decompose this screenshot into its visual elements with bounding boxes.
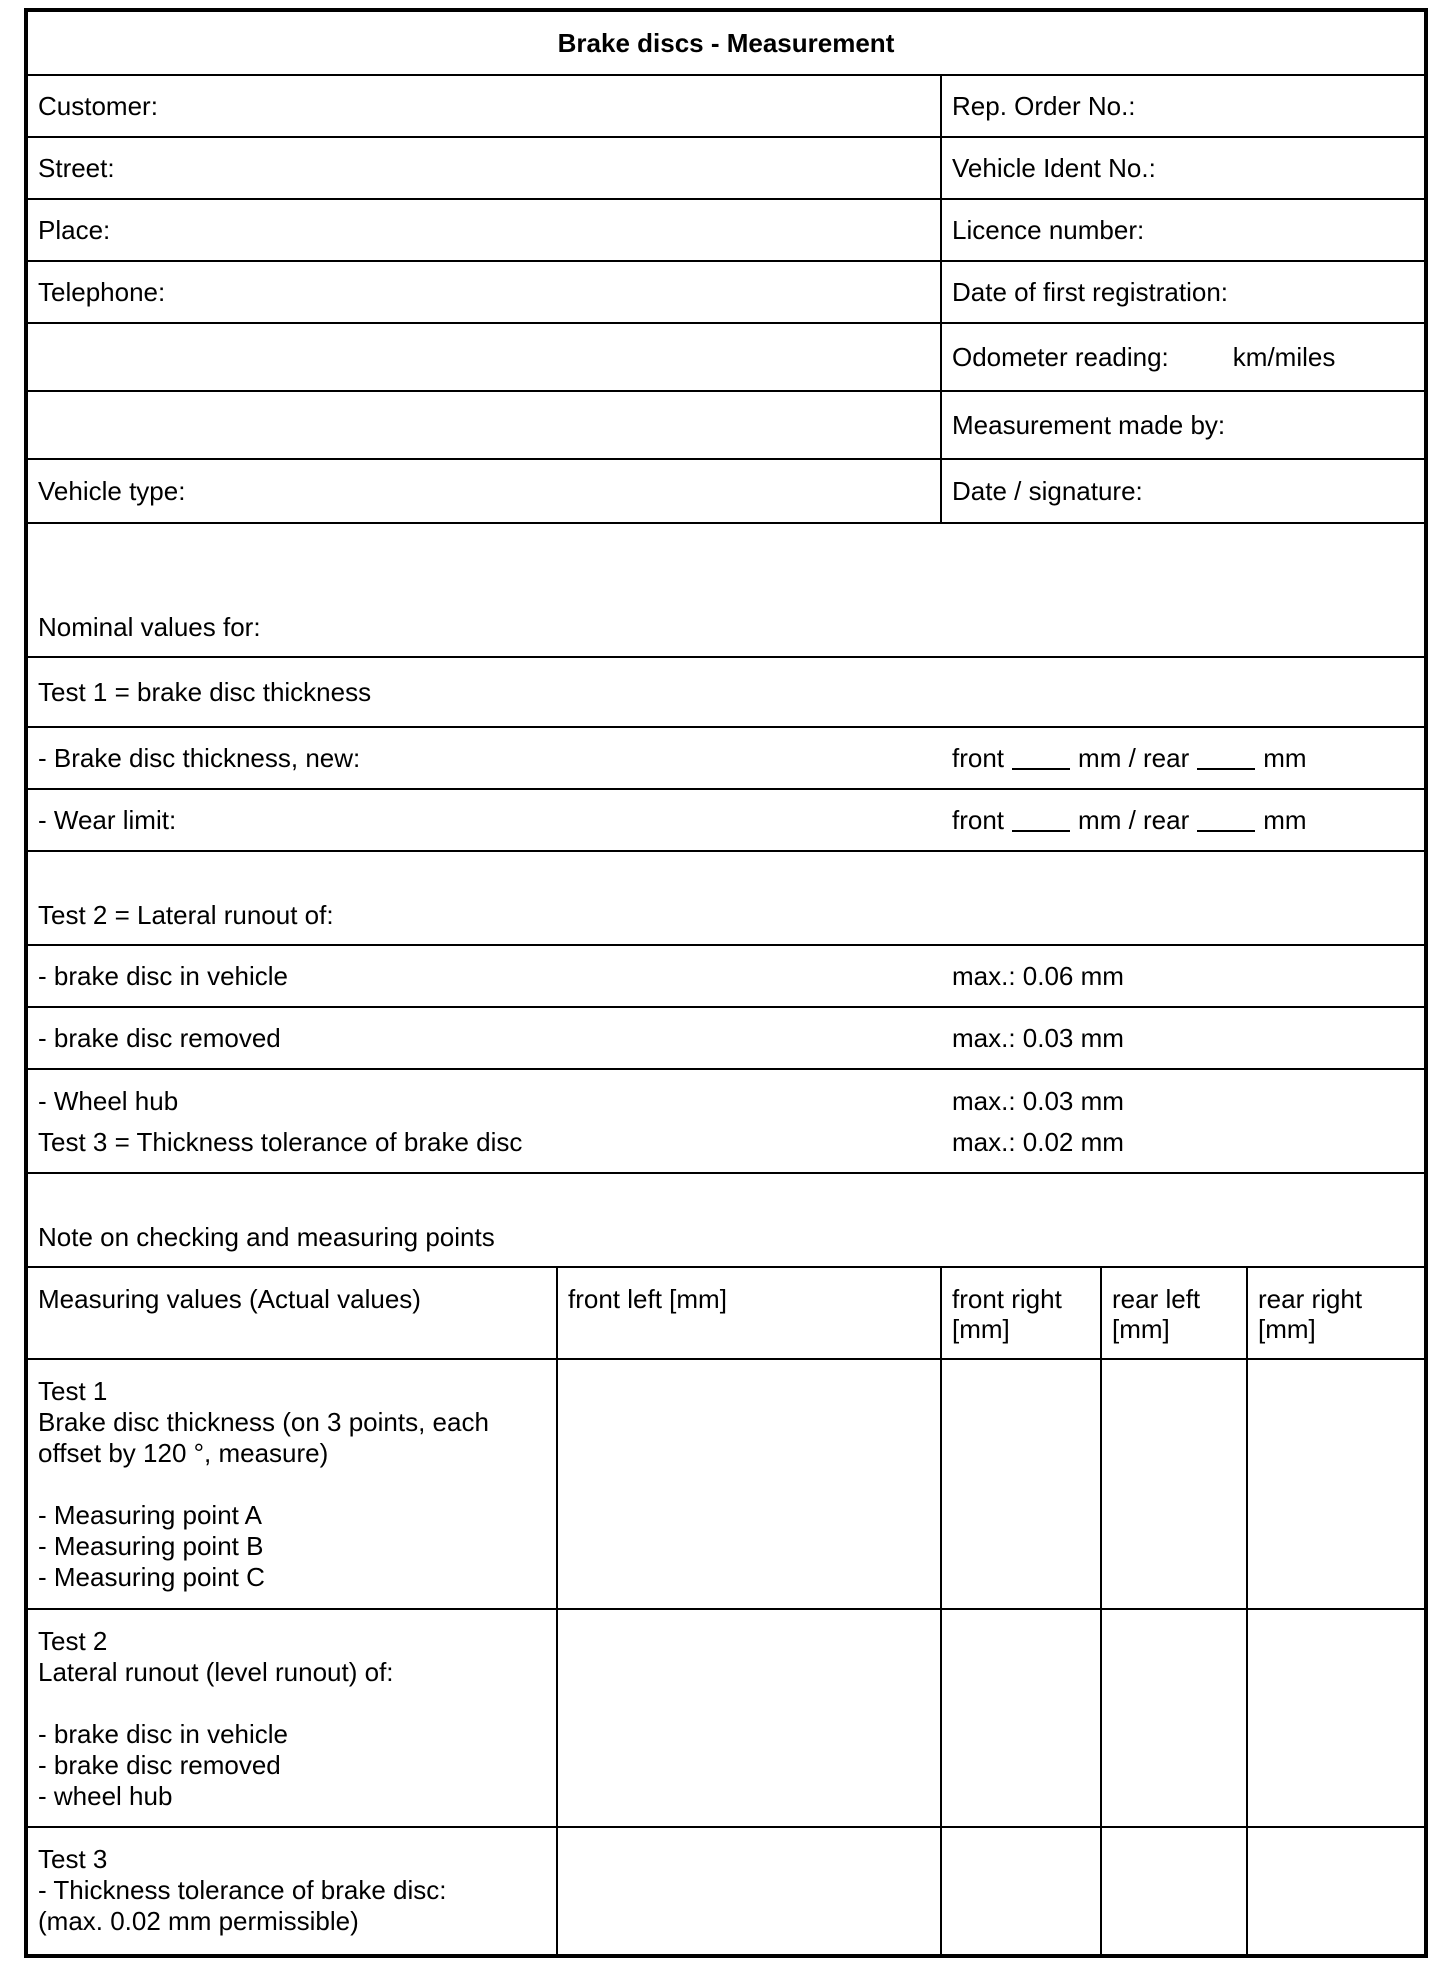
wheel-hub-labels bbox=[28, 1070, 940, 1172]
test3-front-right-cell[interactable] bbox=[942, 1828, 1100, 1954]
mm-word: mm bbox=[1263, 805, 1307, 835]
test2-description bbox=[28, 1610, 556, 1826]
street-row bbox=[28, 138, 1424, 200]
customer-row bbox=[28, 76, 1424, 138]
measured-by-row bbox=[28, 392, 1424, 460]
wear-limit-values[interactable] bbox=[942, 790, 1424, 850]
odometer-field[interactable] bbox=[942, 324, 1424, 390]
wear-limit-label: - Wear limit: bbox=[38, 805, 177, 835]
rear-wear-limit-blank[interactable] bbox=[1197, 808, 1255, 832]
wheel-hub-values bbox=[942, 1070, 1424, 1172]
test1-point-c: - Measuring point C bbox=[38, 1562, 265, 1592]
test1-heading-row bbox=[28, 658, 1424, 728]
nominal-heading: Nominal values for: bbox=[38, 612, 261, 642]
test1-front-left-cell[interactable] bbox=[558, 1360, 940, 1608]
odometer-row bbox=[28, 324, 1424, 392]
test3-value: max.: 0.02 mm bbox=[952, 1127, 1124, 1157]
in-vehicle-value: max.: 0.06 mm bbox=[952, 961, 1124, 991]
header-front-right: front right [mm] bbox=[952, 1284, 1062, 1344]
test2-heading-row bbox=[28, 852, 1424, 946]
place-field[interactable]: Place: bbox=[38, 215, 111, 245]
test2-item3: - wheel hub bbox=[38, 1781, 173, 1811]
test3-title: Test 3 bbox=[38, 1844, 108, 1874]
wheel-hub-row bbox=[28, 1070, 1424, 1174]
test1-front-right-cell[interactable] bbox=[942, 1360, 1100, 1608]
form-title: Brake discs - Measurement bbox=[557, 28, 895, 58]
blank-field-1[interactable] bbox=[28, 324, 940, 390]
header-rear-right: rear right [mm] bbox=[1258, 1284, 1363, 1344]
street-field[interactable]: Street: bbox=[38, 153, 115, 183]
place-row bbox=[28, 200, 1424, 262]
first-registration-field[interactable]: Date of first registration: bbox=[952, 277, 1228, 307]
mm-word: mm bbox=[1263, 743, 1307, 773]
test1-description bbox=[28, 1360, 556, 1608]
test2-heading: Test 2 = Lateral runout of: bbox=[38, 900, 334, 930]
form-title-row bbox=[28, 12, 1424, 76]
wear-limit-row bbox=[28, 790, 1424, 852]
customer-field[interactable]: Customer: bbox=[38, 91, 158, 121]
front-word: front bbox=[952, 743, 1005, 773]
front-word: front bbox=[952, 805, 1005, 835]
test1-point-a: - Measuring point A bbox=[38, 1500, 263, 1530]
removed-row bbox=[28, 1008, 1424, 1070]
test1-heading: Test 1 = brake disc thickness bbox=[38, 677, 372, 707]
test3-label: Test 3 = Thickness tolerance of brake disc bbox=[38, 1127, 523, 1157]
test2-line1: Lateral runout (level runout) of: bbox=[38, 1657, 394, 1687]
test1-rear-left-cell[interactable] bbox=[1102, 1360, 1246, 1608]
test3-rear-left-cell[interactable] bbox=[1102, 1828, 1246, 1954]
header-front-left: front left [mm] bbox=[568, 1284, 727, 1314]
measured-by-field[interactable]: Measurement made by: bbox=[952, 410, 1226, 440]
test1-line2: offset by 120 °, measure) bbox=[38, 1438, 329, 1468]
measurements-header-row bbox=[28, 1268, 1424, 1360]
rear-thickness-new-blank[interactable] bbox=[1197, 746, 1255, 770]
telephone-row bbox=[28, 262, 1424, 324]
test2-front-left-cell[interactable] bbox=[558, 1610, 940, 1826]
in-vehicle-row bbox=[28, 946, 1424, 1008]
test3-line2: (max. 0.02 mm permissible) bbox=[38, 1906, 359, 1936]
test1-title: Test 1 bbox=[38, 1376, 108, 1406]
header-rear-left: rear left [mm] bbox=[1112, 1284, 1201, 1344]
test2-measurement-row bbox=[28, 1610, 1424, 1828]
test3-line1: - Thickness tolerance of brake disc: bbox=[38, 1875, 447, 1905]
nominal-heading-row bbox=[28, 524, 1424, 658]
test1-point-b: - Measuring point B bbox=[38, 1531, 264, 1561]
test3-measurement-row bbox=[28, 1828, 1424, 1954]
licence-field[interactable]: Licence number: bbox=[952, 215, 1145, 245]
test2-rear-right-cell[interactable] bbox=[1248, 1610, 1424, 1826]
measurements-header-label: Measuring values (Actual values) bbox=[38, 1284, 421, 1314]
in-vehicle-label: - brake disc in vehicle bbox=[38, 961, 288, 991]
blank-field-2[interactable] bbox=[28, 392, 940, 458]
mm-rear-word: mm / rear bbox=[1078, 805, 1190, 835]
thickness-new-label: - Brake disc thickness, new: bbox=[38, 743, 361, 773]
mm-rear-word: mm / rear bbox=[1078, 743, 1190, 773]
date-signature-field[interactable]: Date / signature: bbox=[952, 476, 1143, 506]
test3-front-left-cell[interactable] bbox=[558, 1828, 940, 1954]
vehicle-type-field[interactable]: Vehicle type: bbox=[38, 476, 186, 506]
front-wear-limit-blank[interactable] bbox=[1012, 808, 1070, 832]
note-row bbox=[28, 1174, 1424, 1268]
test1-line1: Brake disc thickness (on 3 points, each bbox=[38, 1407, 489, 1437]
vin-field[interactable]: Vehicle Ident No.: bbox=[952, 153, 1156, 183]
test2-item1: - brake disc in vehicle bbox=[38, 1719, 288, 1749]
test3-rear-right-cell[interactable] bbox=[1248, 1828, 1424, 1954]
telephone-field[interactable]: Telephone: bbox=[38, 277, 166, 307]
thickness-new-values[interactable] bbox=[942, 728, 1424, 788]
rep-order-field[interactable]: Rep. Order No.: bbox=[952, 91, 1136, 121]
test2-title: Test 2 bbox=[38, 1626, 108, 1656]
odometer-label: Odometer reading: bbox=[952, 342, 1169, 372]
test1-measurement-row bbox=[28, 1360, 1424, 1610]
test2-rear-left-cell[interactable] bbox=[1102, 1610, 1246, 1826]
odometer-unit: km/miles bbox=[1232, 342, 1336, 372]
note-label: Note on checking and measuring points bbox=[38, 1222, 495, 1252]
vehicle-type-row bbox=[28, 460, 1424, 524]
test3-description bbox=[28, 1828, 556, 1954]
test2-front-right-cell[interactable] bbox=[942, 1610, 1100, 1826]
removed-value: max.: 0.03 mm bbox=[952, 1023, 1124, 1053]
wheel-hub-value: max.: 0.03 mm bbox=[952, 1086, 1124, 1116]
test1-rear-right-cell[interactable] bbox=[1248, 1360, 1424, 1608]
thickness-new-row bbox=[28, 728, 1424, 790]
removed-label: - brake disc removed bbox=[38, 1023, 281, 1053]
test2-item2: - brake disc removed bbox=[38, 1750, 281, 1780]
measurement-form bbox=[24, 8, 1428, 1958]
wheel-hub-label: - Wheel hub bbox=[38, 1086, 179, 1116]
front-thickness-new-blank[interactable] bbox=[1012, 746, 1070, 770]
